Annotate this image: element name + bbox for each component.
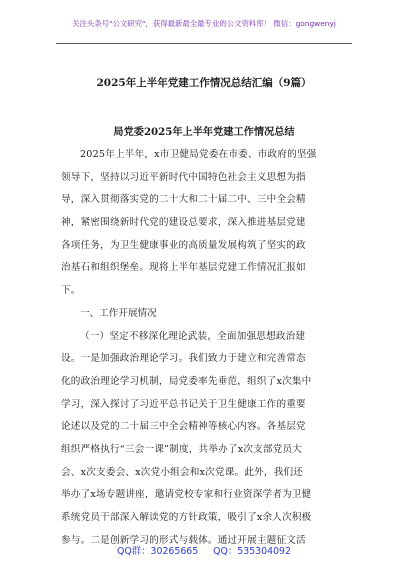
body-line: 化的政治理论学习机制，局党委率先垂范，组织了x次集中 <box>61 375 312 387</box>
footer-contact: QQ群：30265665 QQ：535304092 <box>117 546 291 557</box>
body-line: 参与。二是创新学习的形式与载体。通过开展主题征文活 <box>61 534 306 546</box>
body-line: 2025年上半年，x市卫健局党委在市委、市政府的坚强 <box>80 149 317 160</box>
subheading: 一、工作开展情况 <box>80 307 157 319</box>
document-title: 2025年上半年党建工作情况总结汇编（9篇） <box>96 77 312 89</box>
body-line: 会、x次支委会、x次党小组会和x次党课。此外，我们还 <box>61 466 304 478</box>
header-promo-note: 关注头条号"公文研究"，获得最新最全最专业的公文资料库！ 微信：gongwenyj <box>72 19 336 28</box>
body-line: 设。一是加强政治理论学习。我们致力于建立和完善常态 <box>61 353 306 365</box>
body-line: 下。 <box>61 285 81 297</box>
body-text <box>61 144 348 552</box>
body-line: 治基石和组织堡垒。现将上半年基层党建工作情况汇报如 <box>61 262 306 274</box>
body-line: 组织严格执行“三会一课”制度，共举办了x次支部党员大 <box>61 443 303 455</box>
body-line: 各项任务，为卫生健康事业的高质量发展构筑了坚实的政 <box>61 239 306 251</box>
body-line: 领导下，坚持以习近平新时代中国特色社会主义思想为指 <box>61 171 306 183</box>
body-line: 论述以及党的二十届三中全会精神等核心内容。各基层党 <box>61 421 306 433</box>
body-line: 神，紧密围绕新时代党的建设总要求，深入推进基层党建 <box>61 217 306 229</box>
body-line: 系统党员干部深入解读党的方针政策，吸引了x余人次积极 <box>61 512 312 523</box>
body-line: 举办了x场专题讲座，邀请党校专家和行业资深学者为卫健 <box>61 489 312 501</box>
body-line: 学习，深入探讨了习近平总书记关于卫生健康工作的重要 <box>61 398 306 410</box>
section-title: 局党委2025年上半年党建工作情况总结 <box>113 126 295 138</box>
body-line: （一）坚定不移深化理论武装，全面加强思想政治建 <box>80 330 306 342</box>
header-divider <box>56 43 352 44</box>
body-line: 导，深入贯彻落实党的二十大和二十届二中、三中全会精 <box>61 194 306 206</box>
